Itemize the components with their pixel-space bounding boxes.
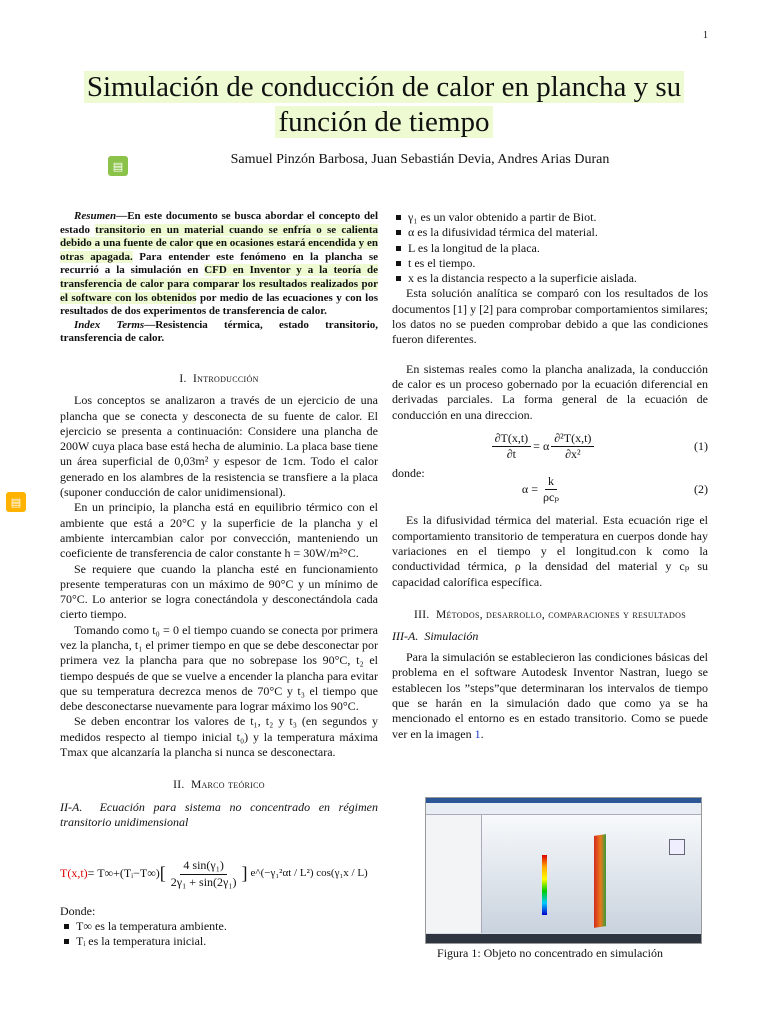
donde-label: donde: bbox=[392, 466, 425, 481]
fraction-numerator: k bbox=[545, 474, 557, 490]
paragraph: Tomando como t₀ = 0 el tiempo cuando se conecta por primera vez la plancha, t₁ el primer tiempo en que se debe desconectar por primera vez la plancha para que no sobrepase los 90°C, t₂ el tiempo después de que se vuelve a encender la plancha para evitar que su temperatura decrezca menos de 70°C y t₃ el tiempo que debe desconectarse nuevamente para lograr máximo los 90°C. bbox=[60, 622, 378, 714]
equation-exponential: e^(−γ₁²αt / L²) cos(γ₁x / L) bbox=[250, 867, 368, 880]
section-heading bbox=[60, 372, 378, 387]
figure-caption: Figura 1: Objeto no concentrado en simulación bbox=[437, 946, 663, 960]
color-legend bbox=[542, 855, 547, 915]
subsection-number: II-A. bbox=[60, 799, 83, 814]
list-item: Tᵢ es la temperatura inicial. bbox=[76, 934, 378, 949]
viewport bbox=[482, 815, 701, 933]
list-item: α es la difusividad térmica del material. bbox=[408, 225, 708, 240]
equation-number: (1) bbox=[694, 439, 708, 453]
fraction-numerator: ∂²T(x,t) bbox=[551, 431, 594, 447]
equation-2 bbox=[392, 474, 708, 506]
subsection-heading bbox=[60, 800, 378, 831]
abstract-label: Resumen bbox=[74, 210, 117, 222]
section-title: Métodos, desarrollo, comparaciones y resultados bbox=[435, 608, 686, 621]
section-title: Introducción bbox=[193, 372, 259, 385]
equation-fraction bbox=[168, 858, 240, 890]
list-item: T∞ es la temperatura ambiente. bbox=[76, 919, 378, 934]
fraction-denominator: ∂t bbox=[506, 447, 516, 462]
subsection-number: III-A. bbox=[392, 628, 419, 643]
comment-note-icon[interactable]: ▤ bbox=[6, 492, 26, 512]
equation-transient: T(x,t) = T∞+(Tᵢ−T∞) [ $\frac{\text{4 sin(γ₁)}}{\text{2γ₁ + sin(2γ₁)}}$ ] e^(−γ₁²αt / L²) cos(γ₁x / L) bbox=[60, 858, 368, 889]
fraction-denominator: ∂x² bbox=[565, 447, 581, 462]
title-line-1: Simulación de conducción de calor en plancha y su bbox=[84, 71, 684, 103]
paper-title bbox=[40, 70, 728, 140]
equation-fraction bbox=[540, 474, 562, 506]
paragraph-text: Para la simulación se establecieron las condiciones básicas del problema en el software Autodesk Inventor Nastran, luego se establecen los ”steps”que determinaran los intervalos de tiempo que se harán en la simulación dado que como ya se ha mencionado el entorno es en estado transitorio. Como se puede ver en la imagen bbox=[392, 650, 708, 741]
list-item: L es la longitud de la placa. bbox=[408, 241, 708, 256]
paragraph: Esta solución analítica se comparó con los resultados de los documentos [1] y [2] para comprobar comportamientos similares; los datos no se pueden comprobar debido a que las condiciones fueron diferentes. bbox=[392, 286, 708, 347]
abstract-text: por medio de las ecuaciones y con los resultados de dos experimentos de transferencia de calor. bbox=[60, 291, 378, 318]
equation-fraction bbox=[551, 431, 594, 463]
figure-simulation-screenshot bbox=[425, 797, 702, 944]
fraction-denominator: 2γ₁ + sin(2γ₁) bbox=[170, 874, 237, 889]
viewcube-icon bbox=[669, 839, 685, 855]
paragraph-text: . bbox=[480, 726, 484, 741]
section-title: Marco teórico bbox=[190, 779, 265, 792]
abstract-text: —En este documento se busca abordar el concepto del estado bbox=[60, 210, 378, 236]
abstract-highlight: CFD en Inventor y a la teoría de transferencia de calor para comparar los resultados realizados por el software con los obtenidos bbox=[60, 264, 378, 304]
paragraph: Se deben encontrar los valores de t₁, t₂ y t₃ (en segundos y medidos respecto al tiempo inicial t₀) y la temperatura máxima Tmax que alcanzaría la plancha si nunca se desconectara. bbox=[60, 714, 378, 760]
subsection-title: Ecuación para sistema no concentrado en régimen transitorio unidimensional bbox=[60, 799, 378, 829]
section-number: II. bbox=[173, 779, 185, 792]
model-browser bbox=[426, 815, 482, 933]
equation-term: = T∞+(Tᵢ−T∞) bbox=[87, 866, 160, 881]
paragraph: En sistemas reales como la plancha analizada, la conducción de calor es un proceso gobernado por la ecuación diferencial en derivadas parciales. La forma general de la ecuación de conducción en una direccion. bbox=[392, 361, 708, 422]
authors: Samuel Pinzón Barbosa, Juan Sebastián Devia, Andres Arias Duran bbox=[230, 152, 610, 167]
paragraph: Es la difusividad térmica del material. Esta ecuación rige el comportamiento transitorio de temperatura en cuerpos donde hay variaciones en el tiempo y el longitud.con k como la conductividad térmica, ρ la densidad del material y cₚ su capacidad calorífica específica. bbox=[392, 513, 708, 589]
paragraph: En un principio, la plancha está en equilibrio térmico con el ambiente que está a 20°C y la superficie de la plancha y el ambiente intercambian calor por convección, manteniendo un coeficiente de transferencia de calor constante h = 30W/m²°C. bbox=[60, 500, 378, 561]
right-column bbox=[392, 210, 708, 742]
fraction-numerator: 4 sin(γ₁) bbox=[180, 858, 226, 874]
equation-fraction bbox=[492, 431, 532, 463]
variable-list bbox=[392, 210, 708, 286]
equation-lhs: T(x,t) bbox=[60, 866, 88, 881]
variable-list bbox=[60, 919, 378, 950]
taskbar bbox=[426, 934, 701, 943]
left-column bbox=[60, 210, 378, 950]
equation-1 bbox=[392, 431, 708, 463]
section-number: I. bbox=[179, 372, 187, 385]
fraction-denominator: ρcₚ bbox=[542, 490, 560, 505]
abstract bbox=[60, 210, 378, 319]
paragraph: Se requiere que cuando la plancha esté en funcionamiento presente temperaturas con un máximo de 90°C y un mínimo de 70°C. Lo anterior se logra conectándola y desconectándola cada cierto tiempo. bbox=[60, 561, 378, 622]
paragraph: Los conceptos se analizaron a través de un ejercicio de una plancha que se conecta y desconecta de su fuente de calor. El ejercicio se presenta a continuación: Considere una plancha de 200W cuya placa base está hecha de aluminio. La placa base tiene un área superficial de 0,03m² y espesor de 1cm. Todo el calor generado en los alambres de la resistencia se transfiere a la placa (suponer conducción de calor unidimensional). bbox=[60, 393, 378, 500]
section-number: III. bbox=[414, 608, 430, 621]
heated-plate bbox=[594, 834, 606, 928]
comment-note-icon[interactable]: ▤ bbox=[108, 156, 128, 176]
donde-label: Donde: bbox=[60, 903, 96, 918]
page-number: 1 bbox=[703, 30, 708, 41]
list-item: γ₁ es un valor obtenido a partir de Biot. bbox=[408, 210, 708, 225]
abstract-text: Para entender este fenómeno en la plancha se recurrió a la simulación en bbox=[60, 250, 378, 277]
subsection-title: Simulación bbox=[424, 628, 479, 643]
equation-term: = α bbox=[533, 439, 550, 453]
fraction-numerator: ∂T(x,t) bbox=[492, 431, 532, 447]
subsection-heading bbox=[392, 629, 708, 644]
list-item: x es la distancia respecto a la superficie aislada. bbox=[408, 271, 708, 286]
section-heading bbox=[392, 608, 708, 623]
app-titlebar bbox=[426, 798, 701, 803]
index-terms-text: —Resistencia térmica, estado transitorio, transferencia de calor. bbox=[60, 318, 378, 345]
figure-reference-link[interactable]: 1 bbox=[474, 726, 481, 741]
paragraph bbox=[392, 650, 708, 742]
list-item: t es el tiempo. bbox=[408, 256, 708, 271]
index-terms-label: Index Terms bbox=[74, 318, 145, 331]
equation-term: α = bbox=[521, 481, 538, 496]
equation-number: (2) bbox=[694, 481, 708, 496]
section-heading bbox=[60, 778, 378, 793]
index-terms bbox=[60, 319, 378, 346]
abstract-highlight: transitorio en un material cuando se enfría o se calienta debido a una fuente de calor que en ocasiones estará encendida y en otras apagada. bbox=[60, 223, 378, 263]
title-line-2: función de tiempo bbox=[275, 106, 492, 138]
